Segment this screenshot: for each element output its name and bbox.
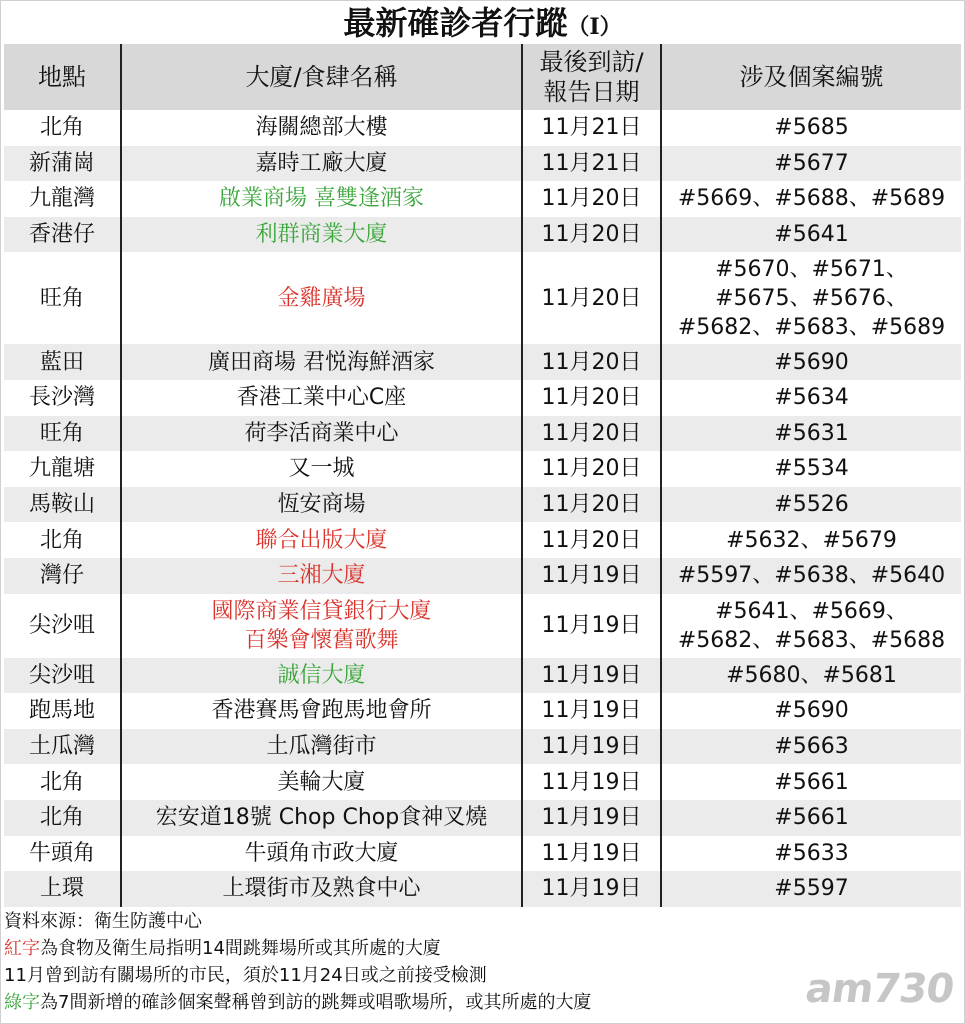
cell-venue	[121, 181, 522, 217]
note-red-word: 紅字	[4, 938, 40, 959]
cell-venue	[121, 764, 522, 800]
table-row	[4, 252, 961, 344]
cell-venue	[121, 380, 522, 416]
venue-line: 香港賽馬會跑馬地會所	[211, 698, 432, 724]
header-date-line1: 最後到訪/	[539, 48, 644, 76]
venue-line: 宏安道18號 Chop Chop食神叉燒	[155, 805, 488, 831]
venue-line: 牛頭角市政大廈	[244, 840, 399, 866]
cell-date: 11月20日	[522, 416, 661, 452]
case-line: #5632、#5679	[726, 527, 897, 553]
case-line: #5675、#5676、	[715, 285, 908, 311]
venue-line: 荷李活商業中心	[244, 420, 399, 446]
table-row	[4, 693, 961, 729]
cell-cases	[661, 729, 961, 765]
cell-date: 11月19日	[522, 658, 661, 694]
cell-cases	[661, 252, 961, 344]
cell-venue	[121, 522, 522, 558]
cell-cases	[661, 800, 961, 836]
table-row	[4, 181, 961, 217]
table-row	[4, 522, 961, 558]
table-row	[4, 217, 961, 253]
table-row	[4, 871, 961, 907]
cell-cases	[661, 658, 961, 694]
cell-venue	[121, 252, 522, 344]
cell-district: 香港仔	[4, 217, 121, 253]
note-source: 資料來源：衛生防護中心	[4, 911, 202, 932]
cell-venue	[121, 836, 522, 872]
cell-venue	[121, 558, 522, 594]
cell-cases	[661, 594, 961, 658]
cell-district: 新蒲崗	[4, 146, 121, 182]
cell-cases	[661, 693, 961, 729]
case-line: #5641	[774, 222, 849, 248]
header-cases: 涉及個案編號	[661, 44, 961, 110]
case-line: #5682、#5683、#5688	[677, 627, 946, 653]
cell-venue	[121, 693, 522, 729]
table-row	[4, 451, 961, 487]
cell-venue	[121, 110, 522, 146]
venue-line: 香港工業中心C座	[236, 385, 407, 411]
case-line: #5690	[774, 349, 849, 375]
cell-date: 11月19日	[522, 558, 661, 594]
cell-district: 牛頭角	[4, 836, 121, 872]
cell-cases	[661, 146, 961, 182]
case-line: #5685	[774, 115, 849, 141]
cell-district: 跑馬地	[4, 693, 121, 729]
table-header-row	[4, 44, 961, 110]
venue-line: 又一城	[288, 456, 355, 482]
cell-cases	[661, 522, 961, 558]
table-row	[4, 558, 961, 594]
case-line: #5680、#5681	[726, 662, 897, 688]
case-line: #5526	[774, 492, 849, 518]
cell-date: 11月19日	[522, 764, 661, 800]
table-row	[4, 416, 961, 452]
note-green-rest: 為7間新增的確診個案聲稱曾到訪的跳舞或唱歌場所，或其所處的大廈	[40, 992, 592, 1013]
note-test-requirement: 11月曾到訪有關場所的市民，須於11月24日或之前接受檢測	[4, 965, 487, 986]
case-line: #5677	[774, 150, 849, 176]
cell-district: 九龍灣	[4, 181, 121, 217]
table-row	[4, 764, 961, 800]
cell-date: 11月19日	[522, 729, 661, 765]
cell-district: 北角	[4, 800, 121, 836]
cell-cases	[661, 110, 961, 146]
page-title	[0, 0, 965, 44]
venue-line: 金雞廣場	[277, 285, 366, 311]
footnotes	[4, 908, 944, 1016]
cell-date: 11月20日	[522, 217, 661, 253]
case-line: #5661	[774, 769, 849, 795]
table-row	[4, 110, 961, 146]
case-line: #5670、#5671、	[715, 256, 908, 282]
cell-district: 馬鞍山	[4, 487, 121, 523]
cell-district: 灣仔	[4, 558, 121, 594]
title-text: 最新確診者行蹤	[343, 4, 568, 42]
cell-venue	[121, 658, 522, 694]
cell-date: 11月20日	[522, 344, 661, 380]
note-red-rest: 為食物及衛生局指明14間跳舞場所或其所處的大廈	[40, 938, 441, 959]
cell-date: 11月20日	[522, 380, 661, 416]
cell-date: 11月20日	[522, 252, 661, 344]
venue-line: 美輪大廈	[277, 769, 366, 795]
watermark-logo: am730	[802, 966, 957, 1012]
cell-venue	[121, 871, 522, 907]
case-line: #5641、#5669、	[715, 598, 908, 624]
cell-date: 11月19日	[522, 693, 661, 729]
venue-line: 海關總部大樓	[255, 115, 388, 141]
venue-line: 利群商業大廈	[255, 222, 388, 248]
note-green-word: 綠字	[4, 992, 40, 1013]
cell-venue	[121, 729, 522, 765]
case-line: #5682、#5683、#5689	[677, 314, 946, 340]
cell-cases	[661, 344, 961, 380]
cell-date: 11月20日	[522, 451, 661, 487]
cell-date: 11月20日	[522, 487, 661, 523]
venue-line: 嘉時工廠大廈	[255, 150, 388, 176]
cell-district: 九龍塘	[4, 451, 121, 487]
venue-line: 國際商業信貸銀行大廈	[211, 598, 432, 624]
venue-line: 廣田商場 君悦海鮮酒家	[208, 349, 435, 375]
cell-district: 旺角	[4, 252, 121, 344]
cell-date: 11月19日	[522, 836, 661, 872]
cell-venue	[121, 594, 522, 658]
cell-cases	[661, 558, 961, 594]
case-line: #5669、#5688、#5689	[677, 186, 946, 212]
cell-cases	[661, 217, 961, 253]
cell-venue	[121, 344, 522, 380]
table-row	[4, 800, 961, 836]
cell-venue	[121, 416, 522, 452]
case-line: #5634	[774, 385, 849, 411]
cell-date: 11月20日	[522, 181, 661, 217]
cell-district: 土瓜灣	[4, 729, 121, 765]
venue-line: 恆安商場	[277, 492, 366, 518]
cell-date: 11月21日	[522, 146, 661, 182]
header-venue: 大廈/食肆名稱	[121, 44, 522, 110]
cell-date: 11月19日	[522, 800, 661, 836]
title-suffix: （I）	[567, 14, 622, 40]
cell-district: 尖沙咀	[4, 594, 121, 658]
cell-district: 旺角	[4, 416, 121, 452]
note-red	[4, 935, 944, 962]
cell-venue	[121, 800, 522, 836]
cell-district: 北角	[4, 522, 121, 558]
case-line: #5534	[774, 456, 849, 482]
table-row	[4, 380, 961, 416]
header-date-line2: 報告日期	[543, 78, 640, 106]
case-line: #5597	[774, 876, 849, 902]
cell-venue	[121, 217, 522, 253]
cell-cases	[661, 836, 961, 872]
cell-district: 長沙灣	[4, 380, 121, 416]
case-table	[4, 44, 961, 907]
venue-line: 誠信大廈	[277, 662, 366, 688]
table-row	[4, 836, 961, 872]
cell-district: 尖沙咀	[4, 658, 121, 694]
table-row	[4, 594, 961, 658]
header-location: 地點	[4, 44, 121, 110]
cell-district: 北角	[4, 764, 121, 800]
venue-line: 百樂會懷舊歌舞	[244, 627, 399, 653]
case-line: #5597、#5638、#5640	[677, 563, 946, 589]
cell-cases	[661, 416, 961, 452]
case-line: #5663	[774, 734, 849, 760]
case-line: #5661	[774, 805, 849, 831]
cell-district: 北角	[4, 110, 121, 146]
cell-venue	[121, 451, 522, 487]
venue-line: 三湘大廈	[277, 563, 366, 589]
case-line: #5631	[774, 420, 849, 446]
cell-district: 上環	[4, 871, 121, 907]
cell-district: 藍田	[4, 344, 121, 380]
cell-date: 11月19日	[522, 871, 661, 907]
cell-date: 11月19日	[522, 594, 661, 658]
cell-venue	[121, 146, 522, 182]
cell-venue	[121, 487, 522, 523]
cell-cases	[661, 871, 961, 907]
cell-cases	[661, 487, 961, 523]
cell-date: 11月21日	[522, 110, 661, 146]
table-row	[4, 344, 961, 380]
table-row	[4, 729, 961, 765]
venue-line: 上環街市及熟食中心	[222, 876, 421, 902]
cell-cases	[661, 451, 961, 487]
cell-cases	[661, 181, 961, 217]
cell-cases	[661, 764, 961, 800]
header-date	[522, 44, 661, 110]
table-row	[4, 658, 961, 694]
table-row	[4, 146, 961, 182]
case-line: #5690	[774, 698, 849, 724]
venue-line: 聯合出版大廈	[255, 527, 388, 553]
venue-line: 土瓜灣街市	[266, 734, 377, 760]
cell-cases	[661, 380, 961, 416]
cell-date: 11月20日	[522, 522, 661, 558]
venue-line: 啟業商場 喜雙逢酒家	[219, 186, 424, 212]
table-row	[4, 487, 961, 523]
case-line: #5633	[774, 840, 849, 866]
